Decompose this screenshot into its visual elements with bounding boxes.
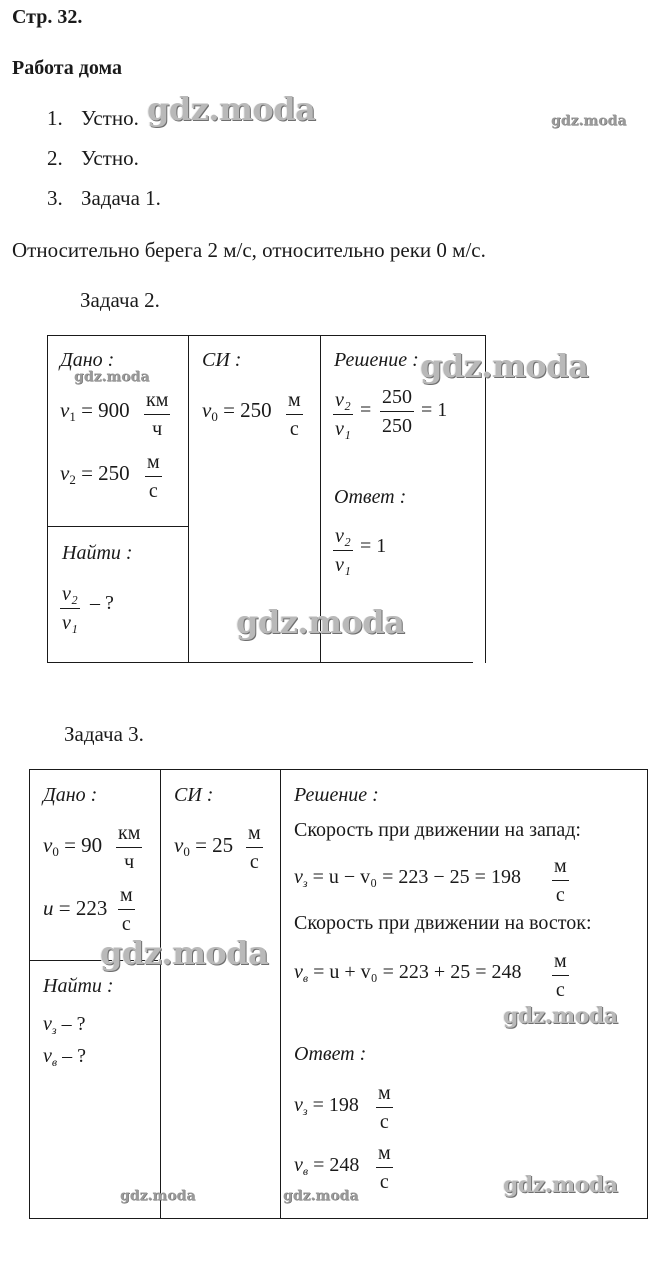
find-fraction: $\frac{\text{v₂}}{\text{v₁}}$ [62, 583, 78, 634]
east-text: Скорость при движении на восток: [294, 912, 592, 934]
si-label: СИ : [202, 349, 242, 371]
answer-fraction: $\frac{\text{v₂}}{\text{v₁}}$ [335, 525, 351, 576]
list-item: Устно. [81, 106, 139, 130]
watermark: gdz.moda [120, 1188, 196, 1204]
watermark: gdz.moda [420, 347, 589, 385]
watermark: gdz.moda [551, 113, 627, 129]
answer-east: $v_в = 248$ [294, 1154, 360, 1178]
answer-east-unit: м с [378, 1142, 391, 1193]
answer-task-1: Относительно берега 2 м/с, относительно реки 0 м/с. [12, 238, 486, 262]
task-3-title: Задача 3. [64, 722, 144, 746]
solution-eq: = [360, 399, 372, 421]
west-unit-fraction: м с [554, 855, 567, 906]
answer-west-unit: м с [378, 1082, 391, 1133]
solution-result: = 1 [421, 399, 448, 421]
east-unit-fraction: м с [554, 950, 567, 1001]
given-u: u = 223 [43, 896, 108, 920]
watermark: gdz.moda [236, 603, 405, 641]
given-label-3: Дано : [43, 784, 98, 806]
si-unit-fraction: м с [288, 389, 301, 440]
west-text: Скорость при движении на запад: [294, 819, 581, 841]
v1-unit-fraction: км ч [146, 389, 169, 440]
list-item: Задача 1. [81, 186, 161, 210]
given-v1: $v_1 = 900$ [60, 398, 130, 424]
given-v2: $v_2 = 250$ [60, 461, 130, 487]
solution-label: Решение : [334, 349, 419, 371]
solution-fraction: $\frac{\text{v₂}}{\text{v₁}}$ [335, 389, 351, 440]
list-number: 3. [47, 186, 63, 210]
answer-result: = 1 [360, 535, 387, 557]
find-label: Найти : [62, 542, 133, 564]
given-v0: $v_0 = 90$ [43, 833, 103, 859]
page-label: Стр. 32. [12, 6, 83, 28]
v2-unit-fraction: м с [147, 451, 160, 502]
answer-label: Ответ : [334, 486, 407, 508]
find-label-3: Найти : [43, 975, 114, 997]
find-question: – ? [90, 592, 114, 614]
east-formula: $v_в = u + v_0 = 223 + 25 = 248$ [294, 961, 522, 985]
find-west: $v_з$ – ? [43, 1013, 86, 1037]
answer-label-3: Ответ : [294, 1043, 367, 1065]
v0-unit-fraction: км ч [118, 822, 141, 873]
watermark: gdz.moda [503, 1172, 618, 1198]
solution-label-3: Решение : [294, 784, 379, 806]
watermark: gdz.moda [503, 1003, 618, 1029]
list-item: Устно. [81, 146, 139, 170]
given-label: Дано : [60, 349, 115, 371]
watermark: gdz.moda [147, 90, 316, 128]
task-2-title: Задача 2. [80, 288, 160, 312]
solution-numeric-fraction: $\frac{250}{250}$ [382, 386, 412, 437]
west-formula: $v_з = u - v_0 = 223 - 25 = 198$ [294, 866, 521, 890]
watermark: gdz.moda [74, 369, 150, 385]
u-unit-fraction: м с [120, 884, 133, 935]
answer-west: $v_з = 198$ [294, 1094, 359, 1118]
watermark: gdz.moda [100, 934, 269, 972]
section-title: Работа дома [12, 57, 122, 79]
find-east: $v_в$ – ? [43, 1045, 86, 1069]
si-v0-3: $v_0 = 25$ [174, 833, 234, 859]
watermark: gdz.moda [283, 1188, 359, 1204]
list-number: 1. [47, 106, 63, 130]
si-unit-fraction-3: м с [248, 822, 261, 873]
si-label-3: СИ : [174, 784, 214, 806]
si-v0: $v_0 = 250$ [202, 398, 272, 424]
list-number: 2. [47, 146, 63, 170]
